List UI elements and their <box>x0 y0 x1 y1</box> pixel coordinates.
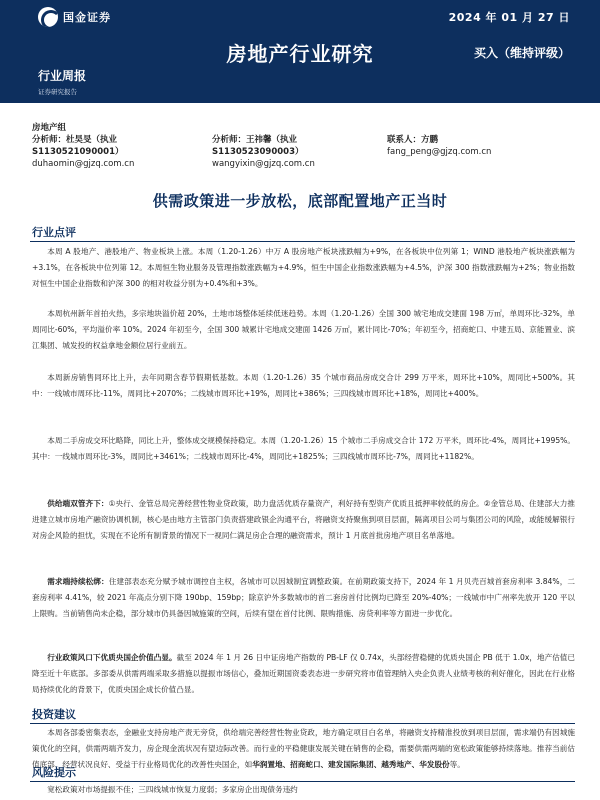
report-headline: 供需政策进一步放松，底部配置地产正当时 <box>152 192 448 210</box>
report-type: 行业周报 <box>38 69 87 83</box>
report-date: 2024 年 01 月 27 日 <box>448 11 570 24</box>
authors-block <box>32 122 577 170</box>
investment-text: 本周各部委密集表态，金融业支持房地产责无旁贷，供给端完善经营性物业贷政，地方确定项目白名单，将融资支持精准投放到项目层面，需求端仍有因城施策优化的空间，供需两端齐发力，房企现金流状况有望边际改善。而行业的平稳健康发展关键在销售的企稳，需要供需两端的宽松政策能够持续落地。推荐当前估值底部、经营状况良好、受益于行业格局优化的改善性央国企，如 <box>32 728 575 769</box>
demand-policy-text: 住建部表态充分赋予城市调控自主权，各城市可以因城制宜调整政策。在前期政策支持下，2024 年 1 月贝壳百城首套房利率 3.84%，二套房利率 4.41%，较 2021 年高点分别下降 190bp、159bp；除京沪外多数城市的首二套房首付比例均已降至 20%-40%；一线城市中广州率先放开 120 平以上限购。当前销售尚未企稳，部分城市仍具备因城施策的空间，后续有望在首付比例、限购措施、房贷利率等方面进一步优化。 <box>32 577 576 618</box>
logo-mark-icon <box>38 7 58 27</box>
paragraph-supply-policy <box>32 496 575 543</box>
sector-label: 房地产组 <box>32 123 67 133</box>
author-2 <box>212 134 387 170</box>
report-subtype: 证券研究报告 <box>38 88 77 96</box>
author-2-name: 分析师：王祎馨（执业 <box>212 135 298 145</box>
recommended-stocks: 华润置地、招商蛇口、建发国际集团、越秀地产、华发股份 <box>252 759 450 769</box>
supply-policy-lead: 供给端双管齐下： <box>47 499 109 508</box>
author-3-name: 联系人：方鹏 <box>387 135 439 145</box>
author-3 <box>387 134 577 170</box>
author-1-email[interactable]: duhaomin@gjzq.com.cn <box>32 159 135 169</box>
paragraph-land: 本周杭州新年首拍火热，多宗地块溢价超 20%，土地市场整体延续低迷趋势。本周（1.20-1.26）全国 300 城宅地成交建面 198 万㎡，单周环比-32%，单周同比-60%，平均溢价率 10%。2024 年初至今，全国 300 城累计宅地成交建面 1426 万㎡，累计同比-70%；年初至今，招商蛇口、中建五局、京能置业、滨江集团、城发投的权益拿地金额位居行业前五。 <box>32 309 575 350</box>
company-logo <box>38 7 111 27</box>
author-2-cert: S1130523090003） <box>212 147 304 157</box>
author-2-email[interactable]: wangyixin@gjzq.com.cn <box>212 159 315 169</box>
section-title-risk: 风险提示 <box>32 766 76 779</box>
paragraph-second-hand-sales: 本周二手房成交环比略降，同比上升，整体成交规模保持稳定。本周（1.20-1.26）15 个城市二手房成交合计 172 万平米，周环比-4%，周同比+1995%。其中：一线城市周环比-3%，周同比+3461%；二线城市周环比-4%，周同比+1825%；三四线城市周环比-7%，周同比+1182%。 <box>32 436 575 461</box>
paragraph-new-home-sales: 本周新房销售同环比上升，去年同期含春节假期低基数。本周（1.20-1.26）35 个城市商品房成交合计 299 万平米，周环比+10%，周同比+500%。其中：一线城市周环比-11%，周同比+2070%；二线城市周环比+19%，周同比+386%；三四线城市周环比+18%，周同比+400%。 <box>32 373 575 398</box>
paragraph-risk: 宽松政策对市场提振不佳；三四线城市恢复力度弱；多家房企出现债务违约 <box>47 785 298 794</box>
soe-value-text: 截至 2024 年 1 月 26 日中证房地产指数的 PB-LF 仅 0.74x，头部经营稳健的优质央国企 PB 低于 1.0x，地产估值已降至近十年底部。多部委从供需两端采取多措施以提振市场信心，叠加近期国资委表态进一步研究将市值管理纳入央企负责人业绩考核的利好催化，因此在行业格局持续优化的背景下，优质央国企成长价值凸显。 <box>32 653 576 694</box>
paragraph-market: 本周 A 股地产、港股地产、物业板块上涨。本周（1.20-1.26）中万 A 股房地产板块涨跌幅为+9%，在各板块中位列第 1；WIND 港股地产板块涨跌幅为+3.1%，在各板块中位列第 12。本周恒生物业服务及管理指数涨跌幅为+4.9%，恒生中国企业指数涨跌幅为+4.5%，沪深 300 指数涨跌幅为+2%；物业指数对恒生中国企业指数和沪深 300 的相对收益分别为+0.4%和+3%。 <box>32 247 575 288</box>
section-divider-invest <box>30 723 575 724</box>
soe-value-lead: 行业政策风口下优质央国企价值凸显。 <box>47 653 177 662</box>
author-grid <box>32 134 577 170</box>
section-title-invest: 投资建议 <box>32 708 76 721</box>
paragraph-demand-policy <box>32 574 575 621</box>
logo-text: 国金证券 <box>63 11 111 24</box>
section-divider-review <box>30 241 575 242</box>
demand-policy-lead: 需求端持续松绑： <box>47 577 109 586</box>
report-header-band <box>0 0 600 103</box>
report-title: 房地产行业研究 <box>226 42 374 66</box>
author-1-name: 分析师：杜昊旻（执业 <box>32 135 118 145</box>
investment-tail: 等。 <box>449 759 465 769</box>
paragraph-soe-value <box>32 650 575 697</box>
author-1-cert: S1130521090001） <box>32 147 124 157</box>
paragraph-investment <box>32 725 575 772</box>
section-title-review: 行业点评 <box>32 226 76 239</box>
supply-policy-text: ①央行、金管总局完善经营性物业贷政策，助力盘活优质存量资产，利好持有型资产优质且抵押率较低的房企。②金管总局、住建部大力推进建立城市房地产融资协调机制，核心是由地方主管部门负责搭建政银企沟通平台，将融资支持聚焦到项目层面，隔离项目公司与集团公司的风险，或能缓解银行对房企风险的担忧，实现在不论所有制背景的情况下一视同仁满足房企合理的融资需求，预计 1 月底首批房地产项目名单落地。 <box>32 499 576 540</box>
rating-badge: 买入（维持评级） <box>473 46 570 60</box>
author-1 <box>32 134 212 170</box>
author-3-email[interactable]: fang_peng@gjzq.com.cn <box>387 147 492 157</box>
